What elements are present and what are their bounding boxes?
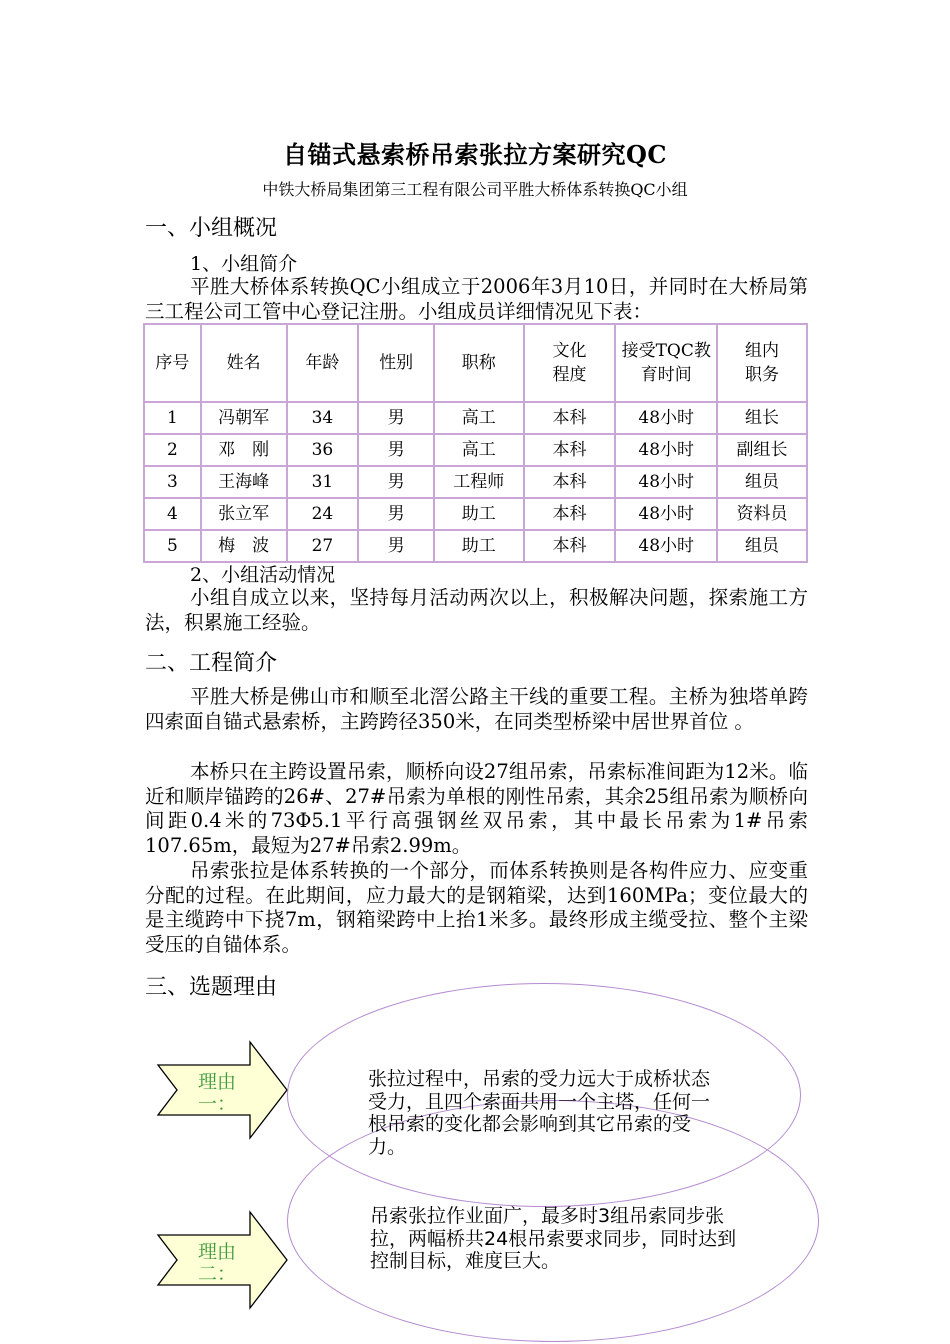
header-cell-role: 组内职务: [717, 324, 807, 402]
table-cell: 1: [144, 402, 201, 434]
section2-paragraph2: 本桥只在主跨设置吊索，顺桥向设27组吊索，吊索标准间距为12米。临近和顺岸锚跨的26#、27#吊索为单根的刚性吊索，其余25组吊索为顺桥向间距0.4米的73Φ5.1平行高强钢丝双吊索，其中最长吊索为1#吊索107.65m，最短为27#吊索2.99m。: [145, 760, 808, 857]
table-cell: 本科: [524, 402, 616, 434]
table-cell: 48小时: [615, 402, 717, 434]
table-cell: 男: [358, 498, 434, 530]
table-cell: 48小时: [615, 530, 717, 562]
section1-heading: 一、小组概况: [145, 216, 278, 241]
table-cell: 男: [358, 434, 434, 466]
table-cell: 24: [287, 498, 359, 530]
header-cell-title: 职称: [434, 324, 524, 402]
table-cell: 张立军: [201, 498, 287, 530]
table-cell: 男: [358, 466, 434, 498]
table-cell: 邓 刚: [201, 434, 287, 466]
table-cell: 3: [144, 466, 201, 498]
table-cell: 27: [287, 530, 359, 562]
table-cell: 组员: [717, 530, 807, 562]
table-cell: 本科: [524, 530, 616, 562]
header-cell-index: 序号: [144, 324, 201, 402]
table-cell: 48小时: [615, 434, 717, 466]
section2-paragraph3: 吊索张拉是体系转换的一个部分，而体系转换则是各构件应力、应变重分配的过程。在此期间，应力最大的是钢箱梁，达到160MPa；变位最大的是主缆跨中下挠7m，钢箱梁跨中上抬1米多。最终形成主缆受拉、整个主梁受压的自锚体系。: [145, 859, 808, 956]
table-cell: 组长: [717, 402, 807, 434]
table-cell: 36: [287, 434, 359, 466]
header-cell-education: 文化程度: [524, 324, 616, 402]
table-cell: 本科: [524, 466, 616, 498]
header-cell-tqc-hours: 接受TQC教育时间: [615, 324, 717, 402]
reason1-label: 理由一：: [198, 1071, 237, 1113]
table-cell: 男: [358, 530, 434, 562]
table-row: [144, 498, 807, 530]
table-cell: 冯朝军: [201, 402, 287, 434]
table-cell: 5: [144, 530, 201, 562]
section1-paragraph1: 平胜大桥体系转换QC小组成立于2006年3月10日，并同时在大桥局第三工程公司工管中心登记注册。小组成员详细情况见下表：: [145, 275, 808, 323]
members-table: [143, 323, 808, 563]
table-row: [144, 466, 807, 498]
table-cell: 31: [287, 466, 359, 498]
table-cell: 副组长: [717, 434, 807, 466]
header-cell-age: 年龄: [287, 324, 359, 402]
table-row: [144, 530, 807, 562]
table-cell: 助工: [434, 498, 524, 530]
header-cell-gender: 性别: [358, 324, 434, 402]
table-cell: 2: [144, 434, 201, 466]
table-cell: 王海峰: [201, 466, 287, 498]
table-cell: 助工: [434, 530, 524, 562]
table-cell: 资料员: [717, 498, 807, 530]
table-cell: 48小时: [615, 466, 717, 498]
document-subtitle: 中铁大桥局集团第三工程有限公司平胜大桥体系转换QC小组: [262, 180, 688, 199]
table-cell: 工程师: [434, 466, 524, 498]
table-row: [144, 434, 807, 466]
section2-paragraph1: 平胜大桥是佛山市和顺至北滘公路主干线的重要工程。主桥为独塔单跨四索面自锚式悬索桥，主跨跨径350米，在同类型桥梁中居世界首位 。: [145, 685, 808, 733]
table-cell: 高工: [434, 402, 524, 434]
table-cell: 34: [287, 402, 359, 434]
table-row: [144, 402, 807, 434]
section3-heading: 三、选题理由: [145, 975, 278, 1000]
reason1-text: 张拉过程中，吊索的受力远大于成桥状态受力，且四个索面共用一个主塔，任何一根吊索的变化都会影响到其它吊索的受力。: [368, 1068, 711, 1158]
table-cell: 组员: [717, 466, 807, 498]
table-cell: 48小时: [615, 498, 717, 530]
table-cell: 本科: [524, 498, 616, 530]
header-cell-name: 姓名: [201, 324, 287, 402]
reason2-label: 理由二：: [198, 1241, 237, 1283]
table-cell: 高工: [434, 434, 524, 466]
table-cell: 4: [144, 498, 201, 530]
table-cell: 梅 波: [201, 530, 287, 562]
table-header-row: [144, 324, 807, 402]
table-cell: 男: [358, 402, 434, 434]
reason2-text: 吊索张拉作业面广，最多时3组吊索同步张拉，两幅桥共24根吊索要求同步，同时达到控制目标，难度巨大。: [370, 1205, 737, 1272]
section1-sub1-heading: 1、小组简介: [190, 253, 298, 275]
section1-sub2-heading: 2、小组活动情况: [190, 564, 336, 586]
document-title: 自锚式悬索桥吊索张拉方案研究QC: [282, 140, 667, 169]
section1-paragraph2: 小组自成立以来，坚持每月活动两次以上，积极解决问题，探索施工方法，积累施工经验。: [145, 586, 808, 634]
section2-heading: 二、工程简介: [145, 651, 278, 676]
table-cell: 本科: [524, 434, 616, 466]
